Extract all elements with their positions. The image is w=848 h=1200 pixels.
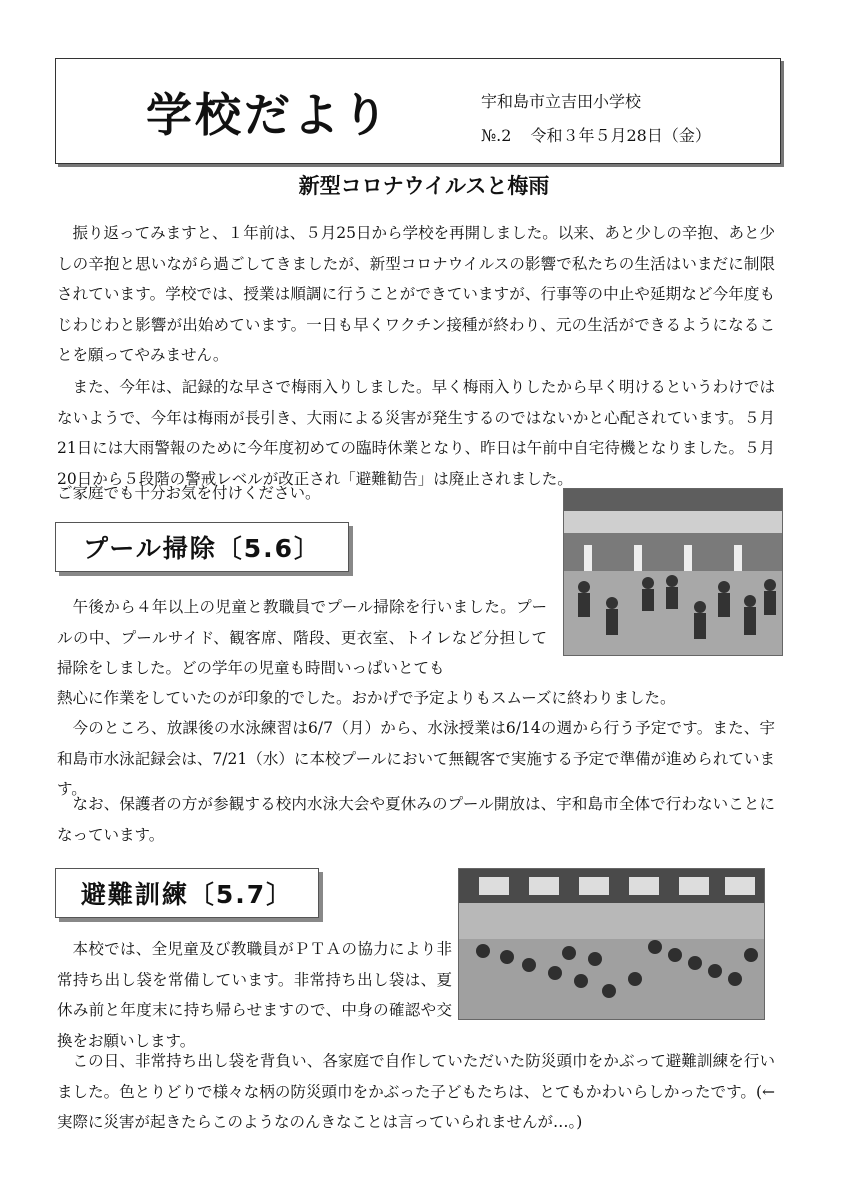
- intro-paragraph-3: ご家庭でも十分お気を付けください。: [57, 484, 321, 502]
- evacuation-drill-photo: [458, 868, 765, 1020]
- issue-line: [481, 123, 725, 146]
- main-heading: 新型コロナウイルスと梅雨: [298, 174, 550, 198]
- pool-section-heading: プール掃除〔5.6〕: [55, 522, 349, 572]
- evacuation-paragraph-2: この日、非常持ち出し袋を背負い、各家庭で自作していただいた防災頭巾をかぶって避難訓練を行いました。色とりどりで様々な柄の防災頭巾をかぶった子どもたちは、とてもかわいらしかったです。(←実際に災害が起きたらこのようなのんきなことは言っていられませんが…。): [57, 1052, 775, 1131]
- pool-paragraph-3: なお、保護者の方が参観する校内水泳大会や夏休みのプール開放は、宇和島市全体で行わないことになっています。: [57, 795, 775, 844]
- pool-paragraph-2: 今のところ、放課後の水泳練習は6/7（月）から、水泳授業は6/14の週から行う予定です。また、宇和島市水泳記録会は、7/21（水）に本校プールにおいて無観客で実施する予定で準備が進められています。: [57, 719, 775, 798]
- evacuation-paragraph-1: 本校では、全児童及び教職員がＰＴＡの協力により非常持ち出し袋を常備しています。非常持ち出し袋は、夏休み前と年度末に持ち帰らせますので、中身の確認や交換をお願いします。: [57, 940, 452, 1050]
- school-name: 宇和島市立吉田小学校: [481, 92, 642, 111]
- intro-paragraph-2: また、今年は、記録的な早さで梅雨入りしました。早く梅雨入りしたから早く明けるというわけではないようで、今年は梅雨が長引き、大雨による災害が発生するのではないかと心配されています。５月21日には大雨警報のために今年度初めての臨時休業となり、昨日は午前中自宅待機となりました。５月20日から５段階の警戒レベルが改正され「避難勧告」は廃止されました。: [57, 378, 775, 488]
- pool-paragraph-1: 午後から４年以上の児童と教職員でプール掃除を行いました。プールの中、プールサイド、観客席、階段、更衣室、トイレなど分担して掃除をしました。どの学年の児童も時間いっぱいとても: [57, 598, 547, 677]
- issue-number: №.2: [481, 126, 512, 145]
- newsletter-title: 学校だより: [146, 88, 391, 142]
- issue-date: 令和３年５月28日（金）: [530, 126, 711, 145]
- evacuation-section-heading: 避難訓練〔5.7〕: [55, 868, 319, 918]
- masthead: [55, 58, 781, 164]
- intro-paragraph-1: 振り返ってみますと、１年前は、５月25日から学校を再開しました。以来、あと少しの辛抱、あと少しの辛抱と思いながら過ごしてきましたが、新型コロナウイルスの影響で私たちの生活はいまだに制限されています。学校では、授業は順調に行うことができていますが、行事等の中止や延期など今年度もじわじわと影響が出始めています。一日も早くワクチン接種が終わり、元の生活ができるようになることを願ってやみません。: [57, 224, 775, 364]
- pool-paragraph-1-continued: 熱心に作業をしていたのが印象的でした。おかげで予定よりもスムーズに終わりました。: [57, 689, 676, 707]
- pool-cleaning-photo: [563, 488, 783, 656]
